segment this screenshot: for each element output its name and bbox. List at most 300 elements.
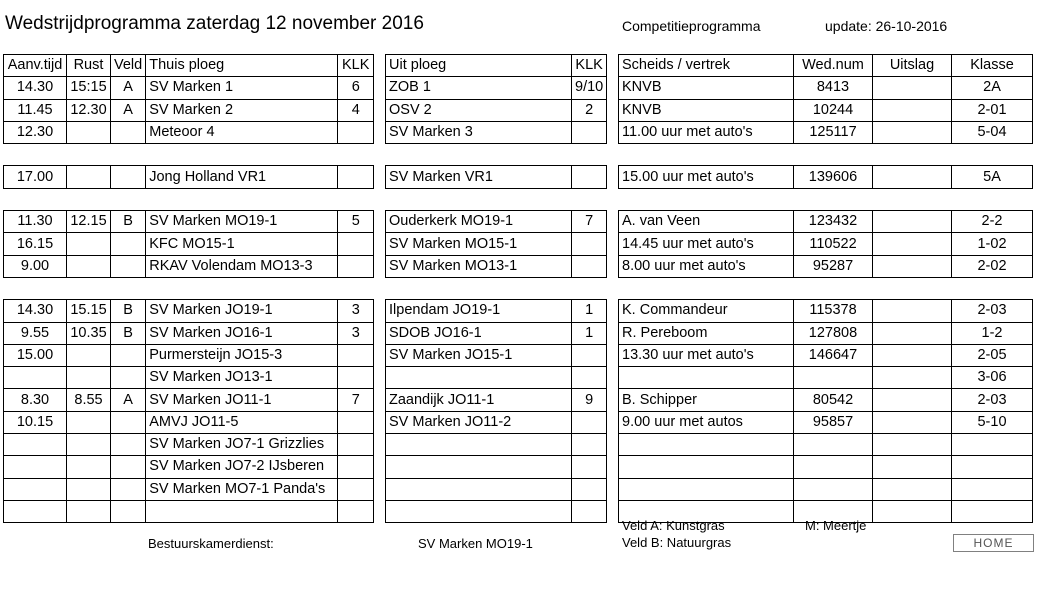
start-time-cell: 10.15 xyxy=(4,411,67,433)
table-row xyxy=(4,99,374,121)
result-cell xyxy=(873,322,952,344)
result-cell xyxy=(873,77,952,99)
halftime-cell xyxy=(67,478,111,500)
table-row xyxy=(4,233,374,255)
result-cell xyxy=(873,99,952,121)
table-row xyxy=(4,344,374,366)
spacer-cell xyxy=(794,188,873,210)
spacer-cell xyxy=(67,277,111,299)
spacer-cell xyxy=(794,277,873,299)
away-dressing-room-cell: 1 xyxy=(572,300,607,322)
table-row xyxy=(4,456,374,478)
column-header: Uitslag xyxy=(873,55,952,77)
column-header: Uit ploeg xyxy=(386,55,572,77)
class-cell: 5-04 xyxy=(952,121,1033,143)
table-row xyxy=(619,300,1033,322)
table-row xyxy=(4,434,374,456)
result-cell xyxy=(873,456,952,478)
home-team-cell: SV Marken JO19-1 xyxy=(146,300,338,322)
match-number-cell: 95287 xyxy=(794,255,873,277)
away-dressing-room-cell xyxy=(572,121,607,143)
referee-cell: KNVB xyxy=(619,99,794,121)
referee-cell: K. Commandeur xyxy=(619,300,794,322)
table-row xyxy=(386,344,607,366)
class-cell: 2-2 xyxy=(952,211,1033,233)
table-row xyxy=(386,500,607,522)
column-header: Rust xyxy=(67,55,111,77)
halftime-cell xyxy=(67,367,111,389)
home-dressing-room-cell xyxy=(338,121,374,143)
field-cell xyxy=(111,255,146,277)
spacer-cell xyxy=(794,144,873,166)
home-team-cell: SV Marken JO7-1 Grizzlies xyxy=(146,434,338,456)
home-team-cell: SV Marken MO7-1 Panda's xyxy=(146,478,338,500)
start-time-cell: 11.30 xyxy=(4,211,67,233)
start-time-cell: 9.00 xyxy=(4,255,67,277)
field-cell xyxy=(111,166,146,188)
result-cell xyxy=(873,166,952,188)
result-cell xyxy=(873,434,952,456)
spacer-row xyxy=(619,277,1033,299)
referee-cell: 15.00 uur met auto's xyxy=(619,166,794,188)
home-dressing-room-cell: 3 xyxy=(338,300,374,322)
start-time-cell xyxy=(4,434,67,456)
update-date: update: 26-10-2016 xyxy=(825,18,948,34)
column-header: Aanv.tijd xyxy=(4,55,67,77)
table-row xyxy=(386,411,607,433)
home-team-cell: SV Marken JO11-1 xyxy=(146,389,338,411)
spacer-row xyxy=(4,277,374,299)
away-dressing-room-cell xyxy=(572,456,607,478)
away-dressing-room-cell: 9 xyxy=(572,389,607,411)
spacer-cell xyxy=(873,144,952,166)
spacer-cell xyxy=(619,277,794,299)
away-dressing-room-cell xyxy=(572,434,607,456)
halftime-cell xyxy=(67,500,111,522)
class-cell xyxy=(952,478,1033,500)
away-team-cell: Ouderkerk MO19-1 xyxy=(386,211,572,233)
table-row xyxy=(386,166,607,188)
home-team-cell: SV Marken JO13-1 xyxy=(146,367,338,389)
match-number-cell xyxy=(794,478,873,500)
home-team-cell: Purmersteijn JO15-3 xyxy=(146,344,338,366)
match-number-cell: 8413 xyxy=(794,77,873,99)
start-time-cell xyxy=(4,456,67,478)
spacer-cell xyxy=(873,188,952,210)
table-row xyxy=(386,478,607,500)
field-cell xyxy=(111,411,146,433)
table-row xyxy=(4,322,374,344)
match-number-cell xyxy=(794,367,873,389)
result-cell xyxy=(873,233,952,255)
field-cell xyxy=(111,344,146,366)
home-dressing-room-cell xyxy=(338,166,374,188)
spacer-cell xyxy=(67,188,111,210)
away-team-cell: SDOB JO16-1 xyxy=(386,322,572,344)
spacer-cell xyxy=(4,188,67,210)
away-dressing-room-cell: 9/10 xyxy=(572,77,607,99)
home-team-table xyxy=(3,54,374,523)
page-subtitle: Competitieprogramma xyxy=(622,18,761,34)
away-team-cell xyxy=(386,500,572,522)
field-cell xyxy=(111,500,146,522)
class-cell: 1-2 xyxy=(952,322,1033,344)
home-team-cell: Meteoor 4 xyxy=(146,121,338,143)
spacer-row xyxy=(386,188,607,210)
match-number-cell: 10244 xyxy=(794,99,873,121)
away-team-cell: SV Marken VR1 xyxy=(386,166,572,188)
table-row xyxy=(386,389,607,411)
home-dressing-room-cell: 6 xyxy=(338,77,374,99)
home-dressing-room-cell: 4 xyxy=(338,99,374,121)
board-duty-label: Bestuurskamerdienst: xyxy=(148,536,274,551)
spacer-cell xyxy=(952,277,1033,299)
away-team-cell xyxy=(386,456,572,478)
spacer-cell xyxy=(873,277,952,299)
start-time-cell: 12.30 xyxy=(4,121,67,143)
halftime-cell: 12.30 xyxy=(67,99,111,121)
spacer-row xyxy=(619,188,1033,210)
class-cell xyxy=(952,456,1033,478)
referee-cell: 11.00 uur met auto's xyxy=(619,121,794,143)
table-row xyxy=(4,255,374,277)
spacer-cell xyxy=(4,277,67,299)
home-dressing-room-cell: 3 xyxy=(338,322,374,344)
referee-cell: 8.00 uur met auto's xyxy=(619,255,794,277)
home-team-cell: SV Marken MO19-1 xyxy=(146,211,338,233)
spacer-row xyxy=(386,277,607,299)
referee-cell: R. Pereboom xyxy=(619,322,794,344)
table-row xyxy=(619,478,1033,500)
spacer-cell xyxy=(572,144,607,166)
away-dressing-room-cell xyxy=(572,255,607,277)
spacer-row xyxy=(619,144,1033,166)
column-header: Veld xyxy=(111,55,146,77)
home-team-cell: SV Marken 2 xyxy=(146,99,338,121)
field-a-legend: Veld A: Kunstgras xyxy=(622,518,725,533)
home-team-cell: AMVJ JO11-5 xyxy=(146,411,338,433)
home-dressing-room-cell: 7 xyxy=(338,389,374,411)
halftime-cell xyxy=(67,233,111,255)
table-row xyxy=(4,211,374,233)
field-cell: A xyxy=(111,77,146,99)
field-cell: A xyxy=(111,99,146,121)
away-team-cell xyxy=(386,367,572,389)
header-row xyxy=(386,55,607,77)
table-row xyxy=(386,456,607,478)
spacer-cell xyxy=(111,277,146,299)
home-dressing-room-cell xyxy=(338,434,374,456)
table-row xyxy=(4,500,374,522)
away-dressing-room-cell xyxy=(572,478,607,500)
start-time-cell: 15.00 xyxy=(4,344,67,366)
start-time-cell xyxy=(4,500,67,522)
referee-cell xyxy=(619,434,794,456)
halftime-cell xyxy=(67,456,111,478)
away-dressing-room-cell xyxy=(572,411,607,433)
result-cell xyxy=(873,478,952,500)
start-time-cell: 9.55 xyxy=(4,322,67,344)
table-row xyxy=(386,434,607,456)
table-row xyxy=(619,322,1033,344)
table-row xyxy=(386,255,607,277)
away-team-cell: SV Marken JO15-1 xyxy=(386,344,572,366)
field-cell: B xyxy=(111,322,146,344)
away-team-cell: SV Marken 3 xyxy=(386,121,572,143)
home-dressing-room-cell xyxy=(338,411,374,433)
class-cell xyxy=(952,434,1033,456)
spacer-row xyxy=(4,188,374,210)
halftime-cell: 15.15 xyxy=(67,300,111,322)
field-cell xyxy=(111,233,146,255)
away-team-cell: Zaandijk JO11-1 xyxy=(386,389,572,411)
home-team-cell: RKAV Volendam MO13-3 xyxy=(146,255,338,277)
home-dressing-room-cell xyxy=(338,233,374,255)
table-row xyxy=(386,300,607,322)
spacer-cell xyxy=(111,144,146,166)
result-cell xyxy=(873,500,952,522)
field-b-legend: Veld B: Natuurgras xyxy=(622,535,732,550)
table-row xyxy=(619,99,1033,121)
away-dressing-room-cell xyxy=(572,233,607,255)
halftime-cell xyxy=(67,255,111,277)
class-cell: 5A xyxy=(952,166,1033,188)
table-row xyxy=(619,211,1033,233)
table-row xyxy=(4,389,374,411)
field-cell xyxy=(111,456,146,478)
class-cell: 2A xyxy=(952,77,1033,99)
page-title: Wedstrijdprogramma zaterdag 12 november 2016 xyxy=(5,13,424,34)
table-row xyxy=(619,233,1033,255)
table-row xyxy=(619,367,1033,389)
table-row xyxy=(386,77,607,99)
table-row xyxy=(386,233,607,255)
spacer-cell xyxy=(386,188,572,210)
table-row xyxy=(4,300,374,322)
class-cell: 2-05 xyxy=(952,344,1033,366)
match-number-cell: 80542 xyxy=(794,389,873,411)
field-cell: A xyxy=(111,389,146,411)
halftime-cell xyxy=(67,166,111,188)
field-cell xyxy=(111,434,146,456)
result-cell xyxy=(873,344,952,366)
home-dressing-room-cell xyxy=(338,456,374,478)
result-cell xyxy=(873,211,952,233)
home-dressing-room-cell xyxy=(338,367,374,389)
table-row xyxy=(386,211,607,233)
referee-cell xyxy=(619,456,794,478)
table-row xyxy=(619,434,1033,456)
home-dressing-room-cell xyxy=(338,500,374,522)
away-team-cell: OSV 2 xyxy=(386,99,572,121)
away-team-cell: ZOB 1 xyxy=(386,77,572,99)
referee-cell: B. Schipper xyxy=(619,389,794,411)
header-row xyxy=(4,55,374,77)
spacer-cell xyxy=(111,188,146,210)
spacer-cell xyxy=(146,277,338,299)
table-row xyxy=(619,255,1033,277)
result-cell xyxy=(873,300,952,322)
spacer-cell xyxy=(338,144,374,166)
spacer-cell xyxy=(146,188,338,210)
class-cell: 2-03 xyxy=(952,300,1033,322)
halftime-cell: 10.35 xyxy=(67,322,111,344)
start-time-cell: 16.15 xyxy=(4,233,67,255)
table-row xyxy=(619,411,1033,433)
table-row xyxy=(619,344,1033,366)
away-dressing-room-cell xyxy=(572,166,607,188)
home-button[interactable]: HOME xyxy=(953,534,1034,552)
table-row xyxy=(386,367,607,389)
away-dressing-room-cell: 2 xyxy=(572,99,607,121)
halftime-cell xyxy=(67,411,111,433)
table-row xyxy=(4,77,374,99)
away-dressing-room-cell: 7 xyxy=(572,211,607,233)
home-dressing-room-cell xyxy=(338,344,374,366)
field-cell xyxy=(111,478,146,500)
home-team-cell: Jong Holland VR1 xyxy=(146,166,338,188)
spacer-cell xyxy=(572,188,607,210)
result-cell xyxy=(873,255,952,277)
home-dressing-room-cell: 5 xyxy=(338,211,374,233)
column-header: Wed.num xyxy=(794,55,873,77)
spacer-row xyxy=(4,144,374,166)
result-cell xyxy=(873,389,952,411)
table-row xyxy=(386,322,607,344)
away-dressing-room-cell xyxy=(572,367,607,389)
class-cell xyxy=(952,500,1033,522)
spacer-row xyxy=(386,144,607,166)
spacer-cell xyxy=(619,144,794,166)
start-time-cell: 14.30 xyxy=(4,300,67,322)
away-dressing-room-cell: 1 xyxy=(572,322,607,344)
match-number-cell: 146647 xyxy=(794,344,873,366)
class-cell: 3-06 xyxy=(952,367,1033,389)
result-cell xyxy=(873,121,952,143)
table-row xyxy=(4,478,374,500)
spacer-cell xyxy=(4,144,67,166)
result-cell xyxy=(873,411,952,433)
away-team-cell: SV Marken MO15-1 xyxy=(386,233,572,255)
table-row xyxy=(619,121,1033,143)
start-time-cell: 8.30 xyxy=(4,389,67,411)
home-team-cell xyxy=(146,500,338,522)
halftime-cell: 12.15 xyxy=(67,211,111,233)
table-row xyxy=(619,456,1033,478)
table-row xyxy=(619,389,1033,411)
field-cell xyxy=(111,367,146,389)
match-number-cell: 125117 xyxy=(794,121,873,143)
table-row xyxy=(4,411,374,433)
referee-cell: 14.45 uur met auto's xyxy=(619,233,794,255)
home-dressing-room-cell xyxy=(338,478,374,500)
referee-cell: 9.00 uur met autos xyxy=(619,411,794,433)
spacer-cell xyxy=(952,188,1033,210)
match-number-cell xyxy=(794,434,873,456)
away-team-cell xyxy=(386,478,572,500)
class-cell: 2-02 xyxy=(952,255,1033,277)
referee-table xyxy=(618,54,1033,523)
away-dressing-room-cell xyxy=(572,344,607,366)
table-row xyxy=(4,121,374,143)
halftime-cell xyxy=(67,121,111,143)
class-cell: 5-10 xyxy=(952,411,1033,433)
referee-cell xyxy=(619,478,794,500)
halftime-cell: 8.55 xyxy=(67,389,111,411)
match-number-cell: 115378 xyxy=(794,300,873,322)
class-cell: 2-01 xyxy=(952,99,1033,121)
field-cell: B xyxy=(111,211,146,233)
home-team-cell: SV Marken JO7-2 IJsberen xyxy=(146,456,338,478)
referee-cell xyxy=(619,367,794,389)
halftime-cell xyxy=(67,434,111,456)
table-row xyxy=(619,166,1033,188)
field-cell: B xyxy=(111,300,146,322)
spacer-cell xyxy=(386,144,572,166)
spacer-cell xyxy=(952,144,1033,166)
match-number-cell: 139606 xyxy=(794,166,873,188)
referee-cell: 13.30 uur met auto's xyxy=(619,344,794,366)
column-header: Scheids / vertrek xyxy=(619,55,794,77)
halftime-cell: 15:15 xyxy=(67,77,111,99)
spacer-cell xyxy=(619,188,794,210)
column-header: KLK xyxy=(572,55,607,77)
column-header: KLK xyxy=(338,55,374,77)
table-row xyxy=(619,77,1033,99)
spacer-cell xyxy=(572,277,607,299)
table-row xyxy=(386,99,607,121)
start-time-cell: 11.45 xyxy=(4,99,67,121)
home-team-cell: SV Marken JO16-1 xyxy=(146,322,338,344)
start-time-cell xyxy=(4,367,67,389)
away-team-cell: SV Marken MO13-1 xyxy=(386,255,572,277)
meertje-legend: M: Meertje xyxy=(805,518,867,533)
away-team-table xyxy=(385,54,607,523)
halftime-cell xyxy=(67,344,111,366)
spacer-cell xyxy=(338,277,374,299)
start-time-cell: 17.00 xyxy=(4,166,67,188)
referee-cell: KNVB xyxy=(619,77,794,99)
match-number-cell: 123432 xyxy=(794,211,873,233)
board-duty-team: SV Marken MO19-1 xyxy=(418,536,533,551)
spacer-cell xyxy=(146,144,338,166)
column-header: Thuis ploeg xyxy=(146,55,338,77)
home-team-cell: KFC MO15-1 xyxy=(146,233,338,255)
column-header: Klasse xyxy=(952,55,1033,77)
away-dressing-room-cell xyxy=(572,500,607,522)
away-team-cell: Ilpendam JO19-1 xyxy=(386,300,572,322)
result-cell xyxy=(873,367,952,389)
class-cell: 2-03 xyxy=(952,389,1033,411)
referee-cell: A. van Veen xyxy=(619,211,794,233)
start-time-cell xyxy=(4,478,67,500)
match-number-cell: 127808 xyxy=(794,322,873,344)
spacer-cell xyxy=(67,144,111,166)
class-cell: 1-02 xyxy=(952,233,1033,255)
spacer-cell xyxy=(386,277,572,299)
table-row xyxy=(4,166,374,188)
match-number-cell: 110522 xyxy=(794,233,873,255)
field-cell xyxy=(111,121,146,143)
start-time-cell: 14.30 xyxy=(4,77,67,99)
table-row xyxy=(4,367,374,389)
spacer-cell xyxy=(338,188,374,210)
match-number-cell: 95857 xyxy=(794,411,873,433)
home-dressing-room-cell xyxy=(338,255,374,277)
away-team-cell xyxy=(386,434,572,456)
home-team-cell: SV Marken 1 xyxy=(146,77,338,99)
away-team-cell: SV Marken JO11-2 xyxy=(386,411,572,433)
